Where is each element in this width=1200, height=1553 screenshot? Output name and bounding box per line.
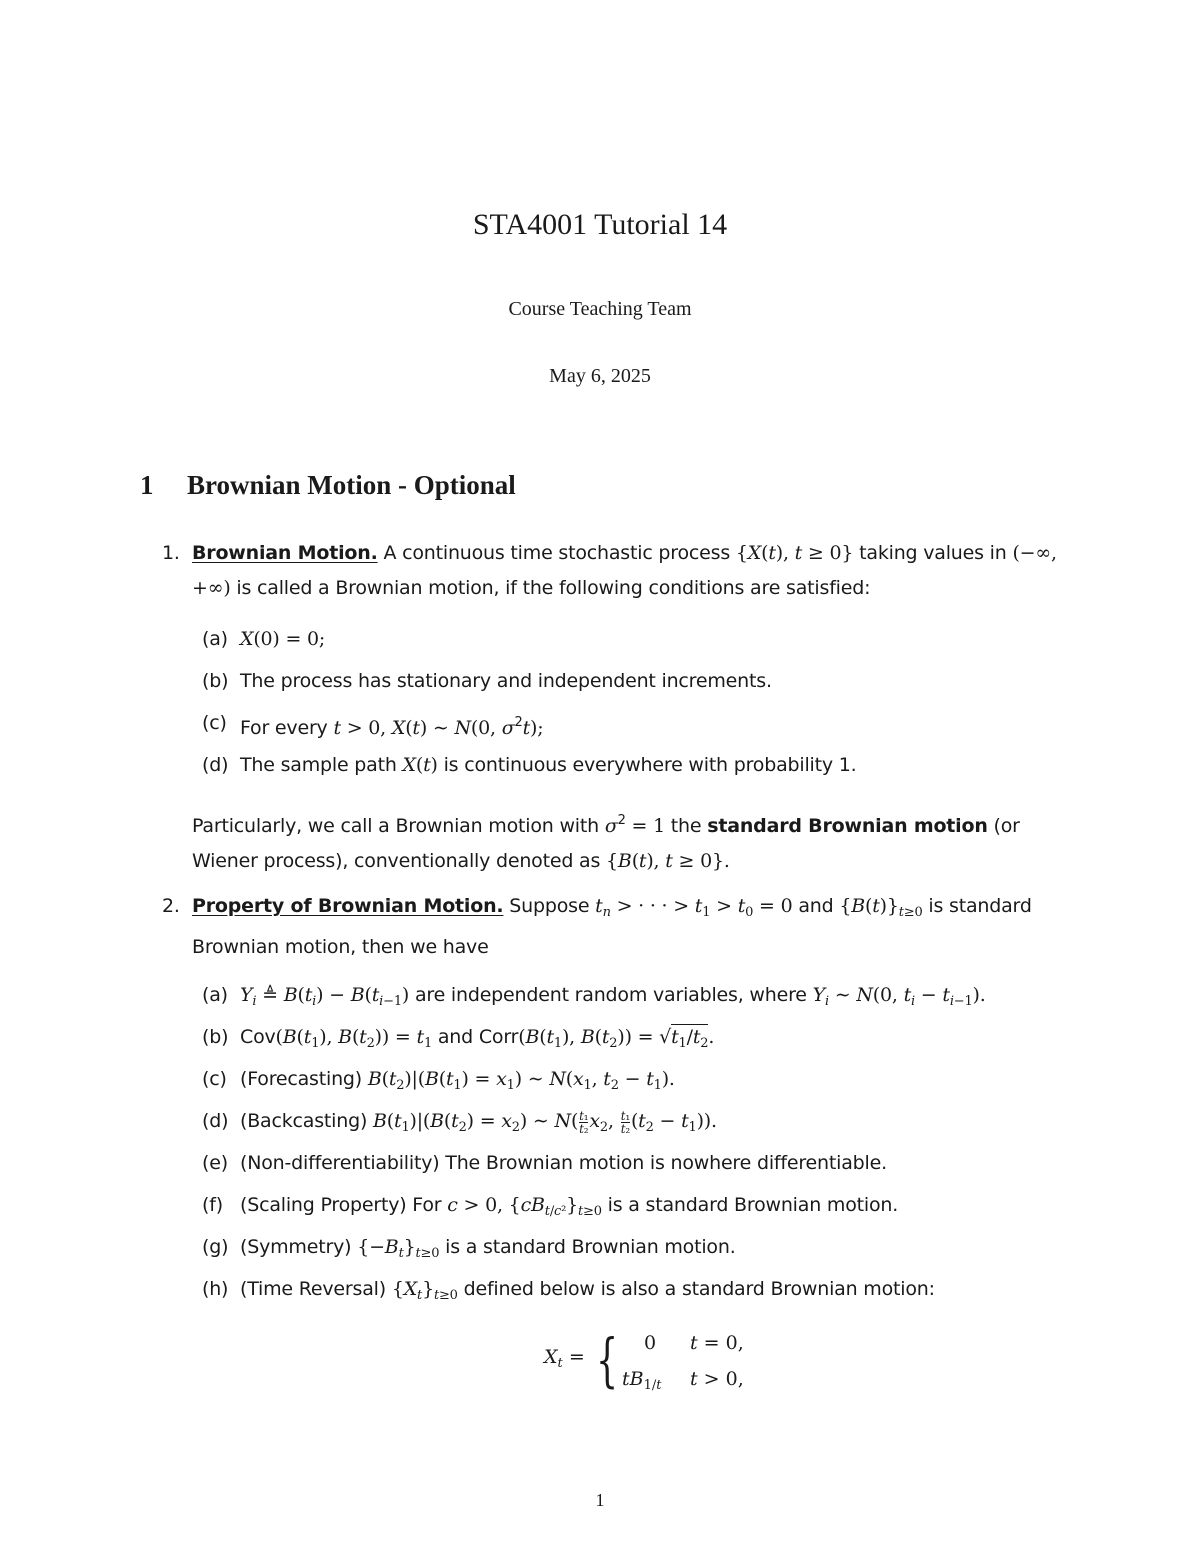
item-text: is standard Brownian motion, then we have: [192, 895, 1032, 958]
item-text: Suppose: [503, 895, 596, 917]
list-item-label: (d): [202, 754, 229, 776]
list-item-number: 1.: [162, 542, 180, 564]
term-property-bm: Property of Brownian Motion.: [192, 895, 504, 917]
paragraph-text: (or Wiener process), conventionally denoted as: [192, 815, 1020, 872]
list-item-label: (f): [202, 1194, 223, 1216]
list-item-number: 2.: [162, 895, 180, 917]
math-process: {X(t), t ≥ 0}: [735, 542, 854, 564]
case-1-value: 0: [644, 1332, 657, 1354]
item-text: is called a Brownian motion, if the following conditions are satisfied:: [230, 577, 871, 599]
document-date: May 6, 2025: [549, 365, 651, 387]
list-item: [202, 660, 1082, 702]
list-item-label: (c): [202, 712, 227, 734]
list-item: [202, 618, 1082, 660]
conditions-list: [202, 618, 1082, 786]
list-item-text: (Non-differentiability) The Brownian motion is nowhere differentiable.: [240, 1152, 887, 1174]
section-title: Brownian Motion - Optional: [187, 470, 516, 500]
left-brace-icon: {: [596, 1326, 619, 1394]
list-item: [202, 1016, 1082, 1058]
paragraph-text: the: [664, 815, 708, 837]
list-item-body: [192, 536, 1062, 606]
list-item-label: (b): [202, 670, 229, 692]
paragraph-text: Particularly, we call a Brownian motion with: [192, 815, 605, 837]
list-item-label: (a): [202, 984, 228, 1006]
document-title: STA4001 Tutorial 14: [472, 208, 728, 241]
math-time-order: $t_n$ > · · · > $t_1 > t_0 = 0$: [595, 895, 793, 920]
section-number: 1: [140, 470, 154, 500]
list-item-label: (h): [202, 1278, 229, 1300]
piecewise-equation: [540, 1326, 800, 1400]
item-text: A continuous time stochastic process: [377, 542, 736, 564]
list-item: [202, 1058, 1082, 1100]
math-standard-bm: {B(t), t ≥ 0}.: [606, 850, 730, 872]
paragraph-standard-bm: Particularly, we call a Brownian motion with $\sigma^2 = 1$ the standard Brownian motion (or Wiener process), conventionally denoted as {B(t), t ≥ 0}.: [192, 813, 1020, 872]
list-item-text: $Cov(B(t_1)$, $B(t_2)) = t_1$ and $Corr(B(t_1)$, $B(t_2)) = √t_1/t_2$.: [240, 1026, 715, 1051]
list-item-label: (a): [202, 628, 228, 650]
list-item-label: (c): [202, 1068, 227, 1090]
list-item: [202, 1226, 1082, 1268]
list-item-text: (Time Reversal) $\{X_t\}_{t\ge 0}$ defined below is also a standard Brownian motion:: [240, 1278, 935, 1303]
list-item-body: [192, 889, 1062, 965]
list-item-text: (Scaling Property) For c > 0, $\{cB_{t/c^2}\}_{t\ge 0}$ is a standard Brownian motion.: [240, 1194, 899, 1219]
list-item-text: (Forecasting) $B(t_2)|(B(t_1) = x_1)$ ∼ $N(x_1$, $t_2 - t_1$).: [240, 1068, 675, 1093]
list-item-text: For every t > 0, X(t) ∼ N(0, $\sigma^2t$);: [240, 715, 544, 739]
list-item-label: (e): [202, 1152, 228, 1174]
list-item-label: (d): [202, 1110, 229, 1132]
list-item: [202, 974, 1082, 1016]
item-text: taking values in: [853, 542, 1013, 564]
bold-term: standard Brownian motion: [707, 815, 988, 837]
list-item: [202, 1142, 1082, 1184]
case-2-condition: t > 0,: [690, 1368, 744, 1390]
document-author: Course Teaching Team: [508, 298, 692, 320]
equation-lhs: $X_t$ =: [544, 1346, 585, 1371]
list-item-label: (b): [202, 1026, 229, 1048]
list-item-1: [162, 536, 1062, 606]
case-1-condition: t = 0,: [690, 1332, 744, 1354]
list-item: [202, 744, 1082, 786]
list-item: [202, 1268, 1082, 1310]
math-interval: (−∞, +∞): [192, 542, 1057, 599]
list-item-label: (g): [202, 1236, 229, 1258]
list-item-text: (Symmetry) $\{-B_t\}_{t\ge 0}$ is a standard Brownian motion.: [240, 1236, 736, 1261]
list-item: [202, 702, 1082, 744]
section-heading: [140, 470, 516, 501]
list-item-text: (Backcasting) $B(t_1)|(B(t_2) = x_2)$ ∼ N( $\frac{\text{t₁}}{\text{t₂}}$ $x_2$, $\frac{\text{t₁}}{\text{t₂}}$ $(t_2 - t_1)$).: [240, 1108, 717, 1136]
case-2-value: $tB_{1/t}$: [622, 1368, 662, 1393]
term-brownian-motion: Brownian Motion.: [192, 542, 378, 564]
list-item-2: [162, 889, 1062, 965]
list-item: [202, 1184, 1082, 1226]
item-text: and: [792, 895, 840, 917]
list-item-text: X(0) = 0;: [240, 628, 326, 650]
list-item-text: The sample path X(t) is continuous everywhere with probability 1.: [240, 754, 857, 776]
page-number: 1: [595, 1490, 605, 1510]
math-bm-family: $\{B(t)\}_{t\ge 0}$: [839, 895, 923, 920]
list-item-text: The process has stationary and independent increments.: [240, 670, 772, 692]
list-item-text: $Y_i$ ≜ $B(t_i) - B(t_{i-1})$ are independent random variables, where $Y_i$ ∼ N(0, $t_i - t_{i-1}$).: [240, 984, 986, 1009]
list-item: [202, 1100, 1082, 1142]
properties-list: [202, 974, 1082, 1310]
